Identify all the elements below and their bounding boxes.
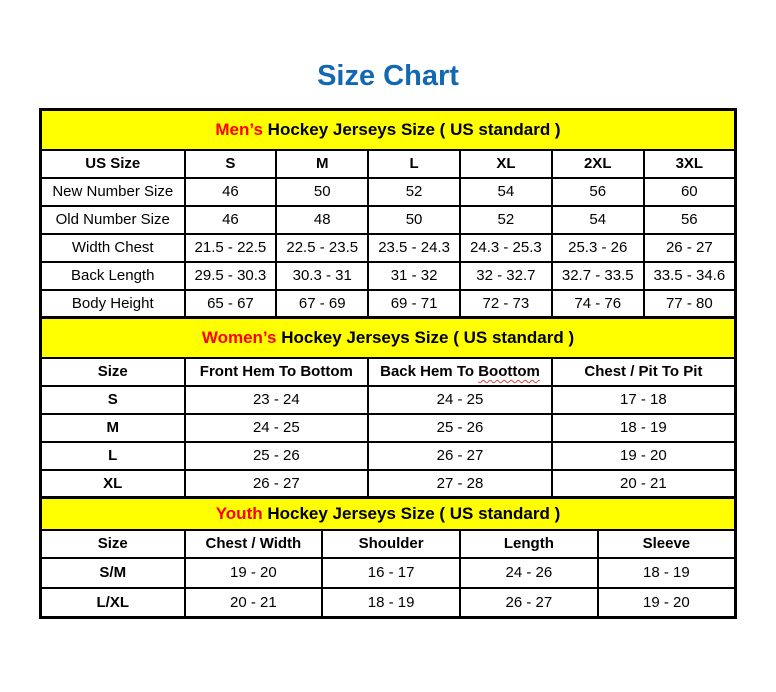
value-cell: 25.3 - 26 bbox=[552, 234, 644, 262]
table-row bbox=[41, 414, 736, 442]
value-cell: 19 - 20 bbox=[598, 588, 736, 618]
mens-band-cell bbox=[41, 110, 736, 150]
value-cell: 25 - 26 bbox=[368, 414, 552, 442]
value-cell: 52 bbox=[368, 178, 460, 206]
value-cell: 24 - 25 bbox=[368, 386, 552, 414]
value-cell: 18 - 19 bbox=[598, 558, 736, 588]
table-row bbox=[41, 386, 736, 414]
mens-header-us-size: US Size bbox=[41, 150, 185, 178]
value-cell: 46 bbox=[185, 206, 277, 234]
value-cell: 26 - 27 bbox=[460, 588, 598, 618]
value-cell: 32.7 - 33.5 bbox=[552, 262, 644, 290]
youth-header-size: Size bbox=[41, 530, 185, 558]
value-cell: 32 - 32.7 bbox=[460, 262, 552, 290]
value-cell: 33.5 - 34.6 bbox=[644, 262, 736, 290]
value-cell: 23 - 24 bbox=[185, 386, 369, 414]
value-cell: 24 - 25 bbox=[185, 414, 369, 442]
value-cell: 67 - 69 bbox=[276, 290, 368, 318]
value-cell: 30.3 - 31 bbox=[276, 262, 368, 290]
youth-header-length: Length bbox=[460, 530, 598, 558]
womens-header-size: Size bbox=[41, 358, 185, 386]
value-cell: 23.5 - 24.3 bbox=[368, 234, 460, 262]
table-row bbox=[41, 558, 736, 588]
mens-header-m: M bbox=[276, 150, 368, 178]
size-tables-container bbox=[39, 108, 737, 619]
value-cell: 52 bbox=[460, 206, 552, 234]
row-label: S/M bbox=[41, 558, 185, 588]
value-cell: 56 bbox=[644, 206, 736, 234]
value-cell: 48 bbox=[276, 206, 368, 234]
value-cell: 74 - 76 bbox=[552, 290, 644, 318]
mens-title-band bbox=[41, 110, 736, 150]
table-row bbox=[41, 358, 736, 386]
table-row bbox=[41, 262, 736, 290]
womens-size-table bbox=[39, 316, 737, 499]
womens-band-cell bbox=[41, 318, 736, 358]
youth-band-text: Hockey Jerseys Size ( US standard ) bbox=[267, 503, 561, 523]
value-cell: 24 - 26 bbox=[460, 558, 598, 588]
youth-band-highlight: Youth bbox=[215, 503, 263, 523]
value-cell: 27 - 28 bbox=[368, 470, 552, 498]
table-row bbox=[41, 530, 736, 558]
value-cell: 50 bbox=[276, 178, 368, 206]
value-cell: 16 - 17 bbox=[322, 558, 460, 588]
table-row bbox=[41, 150, 736, 178]
womens-header-chest: Chest / Pit To Pit bbox=[552, 358, 736, 386]
value-cell: 72 - 73 bbox=[460, 290, 552, 318]
value-cell: 56 bbox=[552, 178, 644, 206]
table-row bbox=[41, 234, 736, 262]
value-cell: 20 - 21 bbox=[552, 470, 736, 498]
back-hem-prefix: Back Hem To bbox=[380, 363, 479, 380]
mens-header-l: L bbox=[368, 150, 460, 178]
youth-size-table bbox=[39, 496, 737, 619]
value-cell: 19 - 20 bbox=[185, 558, 323, 588]
back-hem-misspelled-word: Boottom bbox=[478, 363, 540, 380]
value-cell: 18 - 19 bbox=[322, 588, 460, 618]
value-cell: 65 - 67 bbox=[185, 290, 277, 318]
value-cell: 25 - 26 bbox=[185, 442, 369, 470]
youth-header-shoulder: Shoulder bbox=[322, 530, 460, 558]
mens-header-3xl: 3XL bbox=[644, 150, 736, 178]
page-title: Size Chart bbox=[317, 60, 459, 92]
value-cell: 24.3 - 25.3 bbox=[460, 234, 552, 262]
row-label: XL bbox=[41, 470, 185, 498]
value-cell: 22.5 - 23.5 bbox=[276, 234, 368, 262]
value-cell: 26 - 27 bbox=[185, 470, 369, 498]
table-row bbox=[41, 206, 736, 234]
youth-band-cell bbox=[41, 498, 736, 530]
value-cell: 60 bbox=[644, 178, 736, 206]
table-row bbox=[41, 290, 736, 318]
row-label: L bbox=[41, 442, 185, 470]
row-label: M bbox=[41, 414, 185, 442]
row-label: Body Height bbox=[41, 290, 185, 318]
value-cell: 17 - 18 bbox=[552, 386, 736, 414]
row-label: L/XL bbox=[41, 588, 185, 618]
mens-size-table bbox=[39, 108, 737, 319]
value-cell: 21.5 - 22.5 bbox=[185, 234, 277, 262]
womens-title-band bbox=[41, 318, 736, 358]
mens-band-highlight: Men’s bbox=[215, 119, 263, 139]
table-row bbox=[41, 442, 736, 470]
value-cell: 20 - 21 bbox=[185, 588, 323, 618]
value-cell: 50 bbox=[368, 206, 460, 234]
row-label: Back Length bbox=[41, 262, 185, 290]
value-cell: 19 - 20 bbox=[552, 442, 736, 470]
value-cell: 18 - 19 bbox=[552, 414, 736, 442]
value-cell: 69 - 71 bbox=[368, 290, 460, 318]
mens-header-2xl: 2XL bbox=[552, 150, 644, 178]
mens-header-xl: XL bbox=[460, 150, 552, 178]
value-cell: 54 bbox=[552, 206, 644, 234]
value-cell: 26 - 27 bbox=[368, 442, 552, 470]
table-row bbox=[41, 470, 736, 498]
youth-header-chest-width: Chest / Width bbox=[185, 530, 323, 558]
value-cell: 29.5 - 30.3 bbox=[185, 262, 277, 290]
value-cell: 54 bbox=[460, 178, 552, 206]
youth-header-sleeve: Sleeve bbox=[598, 530, 736, 558]
row-label: Old Number Size bbox=[41, 206, 185, 234]
value-cell: 31 - 32 bbox=[368, 262, 460, 290]
youth-title-band bbox=[41, 498, 736, 530]
row-label: New Number Size bbox=[41, 178, 185, 206]
womens-header-front-hem: Front Hem To Bottom bbox=[185, 358, 369, 386]
womens-band-highlight: Women’s bbox=[201, 327, 277, 347]
mens-band-text: Hockey Jerseys Size ( US standard ) bbox=[267, 119, 561, 139]
value-cell: 46 bbox=[185, 178, 277, 206]
womens-band-text: Hockey Jerseys Size ( US standard ) bbox=[281, 327, 575, 347]
mens-header-s: S bbox=[185, 150, 277, 178]
row-label: S bbox=[41, 386, 185, 414]
row-label: Width Chest bbox=[41, 234, 185, 262]
womens-header-back-hem bbox=[368, 358, 552, 386]
table-row bbox=[41, 178, 736, 206]
value-cell: 77 - 80 bbox=[644, 290, 736, 318]
table-row bbox=[41, 588, 736, 618]
value-cell: 26 - 27 bbox=[644, 234, 736, 262]
